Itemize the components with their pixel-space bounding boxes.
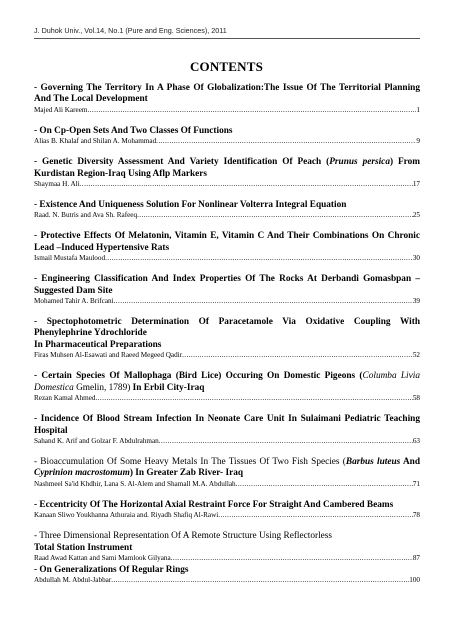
entry-authors-line (34, 511, 420, 520)
entry-page: 17 (412, 180, 420, 189)
entry-page: 58 (412, 394, 420, 403)
toc-entry[interactable] (34, 274, 420, 306)
entry-authors: Mohamed Tahir A. Brifcani (34, 297, 114, 306)
toc-entry[interactable] (34, 317, 420, 360)
entry-authors: Firas Muhsen Al-Esawati and Raeed Megeed Qadir (34, 351, 183, 360)
entry-page: 1 (416, 105, 420, 114)
leader-dots (218, 511, 413, 520)
entry-authors-line (34, 106, 420, 115)
toc-entry[interactable] (34, 531, 420, 563)
entry-title: - Genetic Diversity Assessment And Variety Identification Of Peach (Prunus persica) From Kurdistan Region-Iraq Using Aflp Markers (34, 157, 421, 179)
leader-dots (182, 351, 413, 360)
entry-authors-line (34, 211, 420, 220)
entry-title: - Incidence Of Blood Stream Infection In Neonate Care Unit In Sulaimani Pediatric Teaching Hospital (34, 414, 420, 436)
entry-authors: Raad. N. Butris and Ava Sh. Rafeeq (34, 211, 138, 220)
entry-page: 25 (412, 211, 420, 220)
species-name: Cyprinion macrostomum (34, 468, 130, 479)
leader-dots (95, 394, 412, 403)
entry-page: 52 (412, 351, 420, 360)
entry-title: - Protective Effects Of Melatonin, Vitamin E, Vitamin C And Their Combinations On Chronic Lead –Induced Hypertensive Rats (34, 231, 420, 253)
entry-authors: Ismail Mustafa Maulood (34, 254, 106, 263)
toc-entry[interactable] (34, 157, 420, 189)
entry-title: - Existence And Uniqueness Solution For Nonlinear Volterra Integral Equation (34, 200, 347, 211)
toc-entry[interactable] (34, 83, 420, 115)
leader-dots (159, 437, 413, 446)
species-name: Columba Livia Domestica (34, 371, 420, 393)
entry-page: 30 (412, 254, 420, 263)
entry-title: - Certain Species Of Mallophaga (Bird Lice) Occuring On Domestic Pigeons (Columba Livia Domestica Gmelin, 1789) In Erbil City-Iraq (34, 371, 420, 393)
entry-page: 71 (412, 479, 420, 488)
entry-page: 9 (416, 137, 420, 146)
entry-authors: Sahand K. Arif and Golzar F. Abdulrahman (34, 436, 159, 445)
entry-authors-line (34, 351, 420, 360)
entry-title: - Spectophotometric Determination Of Paracetamole Via Oxidative Coupling With Phenylephrine Ydrochloride (34, 317, 420, 339)
toc-entry[interactable] (34, 126, 420, 146)
toc-entry[interactable] (34, 231, 420, 263)
entry-title: - On Generalizations Of Regular Rings (34, 564, 189, 575)
entry-authors: Majed Ali Kareem (34, 105, 88, 114)
toc-entry[interactable] (34, 414, 420, 446)
toc-entry[interactable] (34, 200, 420, 220)
toc-entry[interactable] (34, 565, 420, 585)
journal-header: J. Duhok Univ., Vol.14, No.1 (Pure and Eng. Sciences), 2011 (34, 26, 227, 35)
toc-entry[interactable] (34, 500, 420, 520)
entry-authors: Rezan Kamal Ahmed (34, 394, 96, 403)
entry-authors-line (34, 394, 420, 403)
entry-title: - Engineering Classification And Index Properties Of The Rocks At Derbandi Gomasbpan – Suggested Dam Site (34, 274, 420, 296)
species-name: Prunus persica (329, 157, 390, 168)
entry-authors-line (34, 254, 420, 263)
entry-authors-line (34, 576, 420, 585)
entry-authors-line (34, 480, 420, 489)
entry-title: - On Cp-Open Sets And Two Classes Of Functions (34, 125, 233, 136)
leader-dots (114, 297, 413, 306)
entry-authors: Alias B. Khalaf and Shilan A. Mohammad (34, 137, 157, 146)
toc-entry[interactable] (34, 371, 420, 403)
entry-title: - Eccentricity Of The Horizontal Axial Restraint Force For Straight And Cambered Beams (34, 499, 394, 510)
entry-authors: Raad Awad Kattan and Sami Mamlook Gilyana (34, 553, 171, 562)
entry-page: 63 (412, 436, 420, 445)
leader-dots (137, 211, 413, 220)
entry-authors: Kanaan Sliwo Youkhanna Athuraia and. Riyadh Shafiq Al-Rawi (34, 511, 219, 520)
table-of-contents (34, 83, 420, 585)
entry-authors-line (34, 180, 420, 189)
toc-entry[interactable] (34, 457, 420, 489)
entry-authors-line (34, 554, 420, 563)
entry-title: - Governing The Territory In A Phase Of Globalization:The Issue Of The Territorial Planning And The Local Development (34, 83, 420, 105)
leader-dots (156, 137, 416, 146)
leader-dots (236, 480, 413, 489)
entry-title: - Bioaccumulation Of Some Heavy Metals In The Tissues Of Two Fish Species (Barbus luteus And Cyprinion macrostomum) In Greater Zab River- Iraq (34, 456, 421, 479)
entry-title-line2: In Pharmaceutical Preparations (34, 339, 162, 350)
leader-dots (88, 106, 417, 115)
leader-dots (171, 554, 413, 563)
page-title: CONTENTS (189, 59, 264, 74)
entry-authors: Abdullah M. Abdul-Jabbar (34, 576, 112, 585)
leader-dots (111, 576, 409, 585)
entry-authors: Nashmeel Sa'id Khdhir, Lana S. Al-Alem and Shamall M.A. Abdullah (34, 479, 236, 488)
entry-page: 39 (412, 297, 420, 306)
entry-title: - Three Dimensional Representation Of A Remote Structure Using Reflectorless Total Station Instrument (34, 531, 333, 553)
entry-page: 87 (412, 553, 420, 562)
entry-authors: Shaymaa H. Ali (34, 180, 80, 189)
entry-page: 78 (412, 511, 420, 520)
header-divider (34, 38, 420, 39)
leader-dots (105, 254, 413, 263)
leader-dots (80, 180, 413, 189)
entry-authors-line (34, 437, 420, 446)
species-name: Barbus luteus (345, 456, 401, 467)
entry-page: 100 (409, 576, 420, 585)
entry-authors-line (34, 137, 420, 146)
entry-authors-line (34, 297, 420, 306)
